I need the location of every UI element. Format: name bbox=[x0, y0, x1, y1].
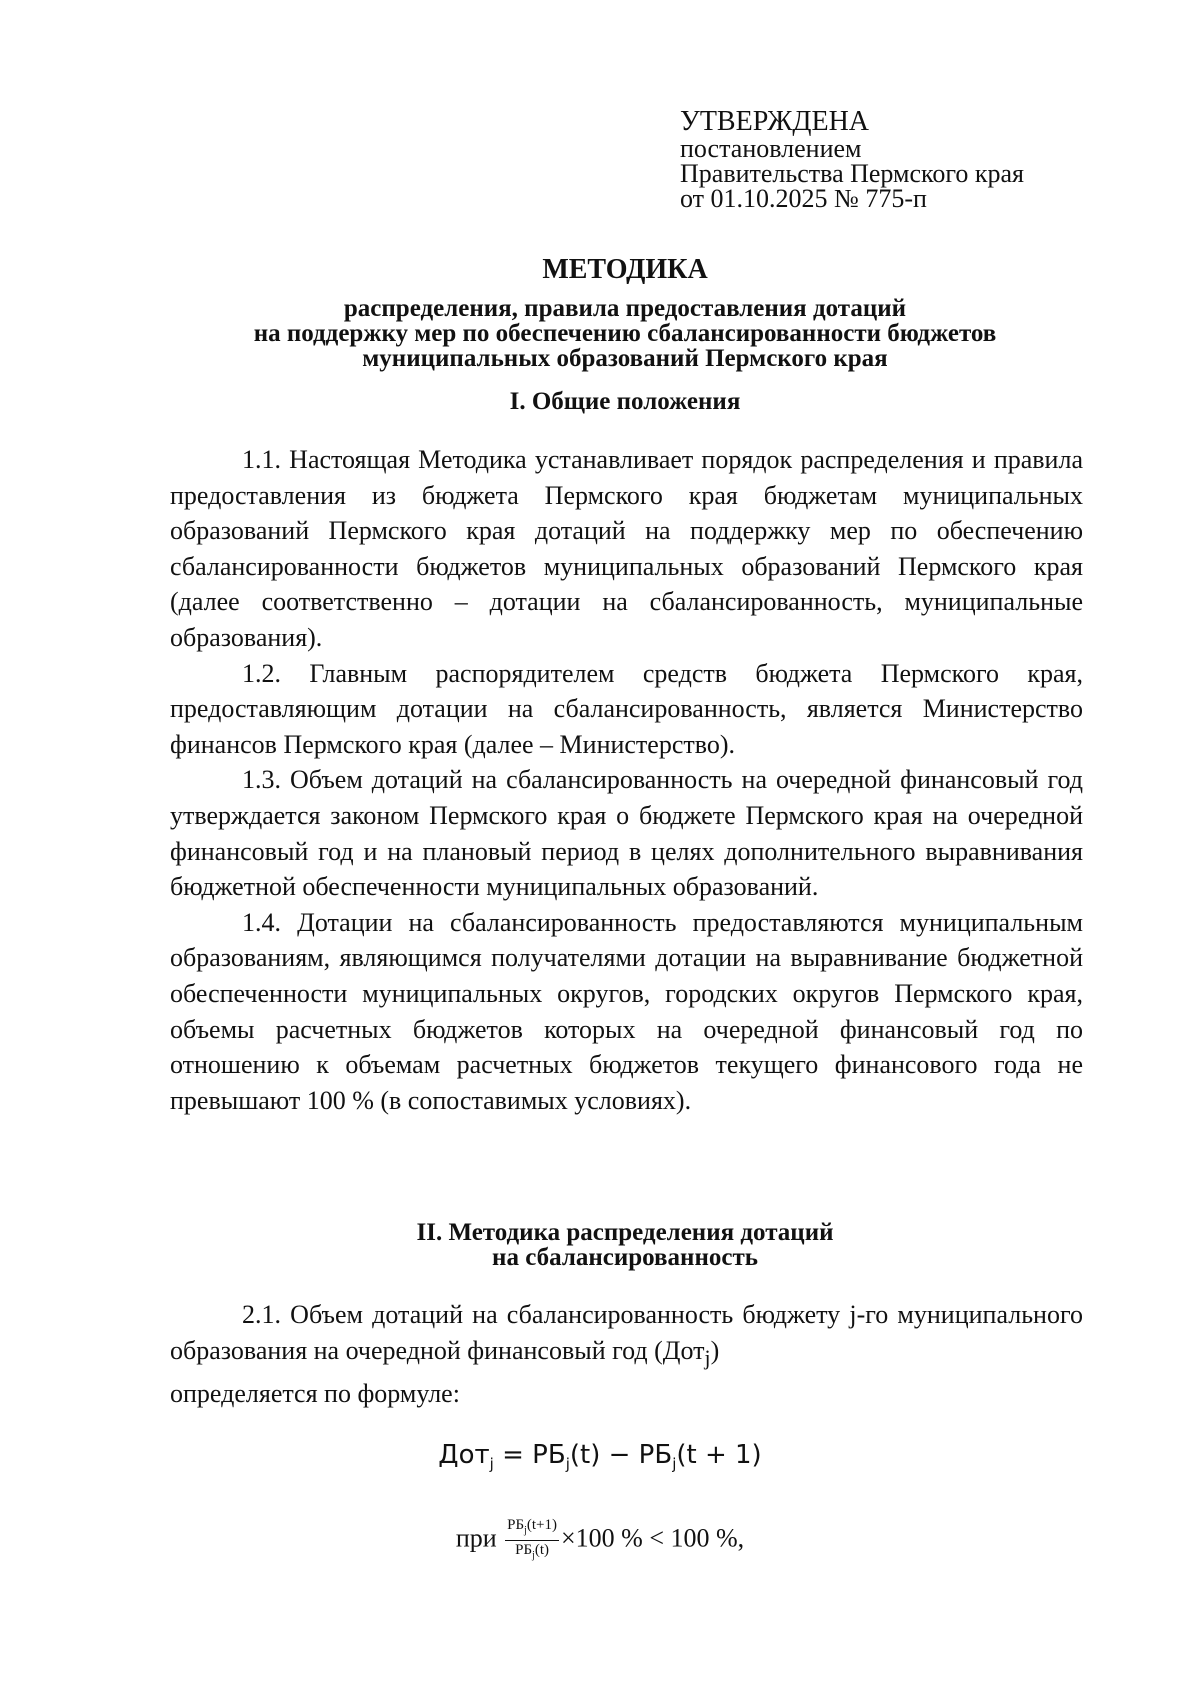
formula-minus: − bbox=[600, 1440, 639, 1470]
fraction-denominator bbox=[505, 1541, 559, 1565]
formula-lhs: Дот bbox=[438, 1440, 490, 1470]
document-title: МЕТОДИКА bbox=[542, 254, 708, 285]
formula-main bbox=[0, 1440, 1200, 1473]
section-heading-line: на сбалансированность bbox=[492, 1244, 758, 1271]
formula-equals: = bbox=[493, 1440, 533, 1470]
approval-stamp bbox=[680, 108, 1024, 211]
fraction-text: РБ bbox=[515, 1542, 533, 1558]
formula-term-arg: (t + 1) bbox=[676, 1440, 762, 1470]
document-subtitle-line: муниципальных образований Пермского края bbox=[362, 345, 888, 372]
condition-prefix: при bbox=[455, 1523, 504, 1553]
formula-term: РБ bbox=[532, 1440, 566, 1470]
section-heading bbox=[120, 1220, 1130, 1270]
subscript: j bbox=[704, 1345, 711, 1370]
fraction-text: РБ bbox=[507, 1517, 525, 1533]
formula-condition bbox=[0, 1516, 1200, 1565]
paragraph-text: 2.1. Объем дотаций на сбалансированность бюджету j-го муниципального образования на очередной финансовый год (Дот bbox=[170, 1300, 1083, 1365]
section-heading: I. Общие положения bbox=[509, 388, 741, 415]
paragraph: 1.2. Главным распорядителем средств бюджета Пермского края, предоставляющим дотации на сбалансированность, является Министерство финансов Пермского края (далее – Министерство). bbox=[170, 658, 1083, 759]
formula-subscript: j bbox=[565, 1455, 570, 1474]
section-heading-line: II. Методика распределения дотаций bbox=[416, 1219, 834, 1246]
fraction-numerator bbox=[505, 1516, 559, 1541]
paragraph bbox=[170, 1297, 1083, 1376]
formula-term: РБ bbox=[638, 1440, 673, 1470]
paragraph: 1.3. Объем дотаций на сбалансированность на очередной финансовый год утверждается законом Пермского края о бюджете Пермского края на очередной финансовый год и на плановый период в целях дополнительного выравнивания бюджетной обеспеченности муниципальных образований. bbox=[170, 765, 1083, 902]
paragraph: 1.1. Настоящая Методика устанавливает порядок распределения и правила предоставления из бюджета Пермского края бюджетам муниципальных образований Пермского края дотаций на поддержку мер по обеспечению сбалансированности бюджетов муниципальных образований Пермского края (далее соответственно – дотации на сбалансированность, муниципальные образования). bbox=[170, 445, 1083, 652]
formula-term-arg: (t) bbox=[569, 1440, 601, 1470]
fraction-subscript: j bbox=[524, 1525, 527, 1536]
condition-suffix: ×100 % < 100 %, bbox=[561, 1523, 745, 1553]
condition-fraction bbox=[505, 1516, 559, 1565]
approval-line: постановлением bbox=[680, 134, 862, 163]
document-subtitle-line: распределения, правила предоставления дотаций bbox=[343, 295, 907, 322]
approval-line: от 01.10.2025 № 775-п bbox=[680, 184, 927, 213]
fraction-text: (t+1) bbox=[526, 1517, 558, 1533]
section-2-body bbox=[170, 1297, 1083, 1412]
fraction-text: (t) bbox=[534, 1542, 550, 1558]
section-1-body bbox=[170, 442, 1083, 1118]
approval-title: УТВЕРЖДЕНА bbox=[680, 106, 870, 137]
formula-subscript: j bbox=[672, 1455, 677, 1474]
paragraph-tail: определяется по формуле: bbox=[170, 1379, 460, 1409]
document-subtitle-line: на поддержку мер по обеспечению сбалансированности бюджетов bbox=[253, 320, 997, 347]
approval-line: Правительства Пермского края bbox=[680, 159, 1024, 188]
formula-subscript: j bbox=[489, 1455, 494, 1474]
paragraph-text: ) bbox=[710, 1335, 720, 1365]
fraction-subscript: j bbox=[532, 1550, 535, 1561]
paragraph: 1.4. Дотации на сбалансированность предоставляются муниципальным образованиям, являющимся получателями дотации на выравнивание бюджетной обеспеченности муниципальных округов, городских округов Пермского края, объемы расчетных бюджетов которых на очередной финансовый год по отношению к объемам расчетных бюджетов текущего финансового года не превышают 100 % (в сопоставимых условиях). bbox=[170, 907, 1083, 1115]
title-block bbox=[120, 250, 1130, 371]
